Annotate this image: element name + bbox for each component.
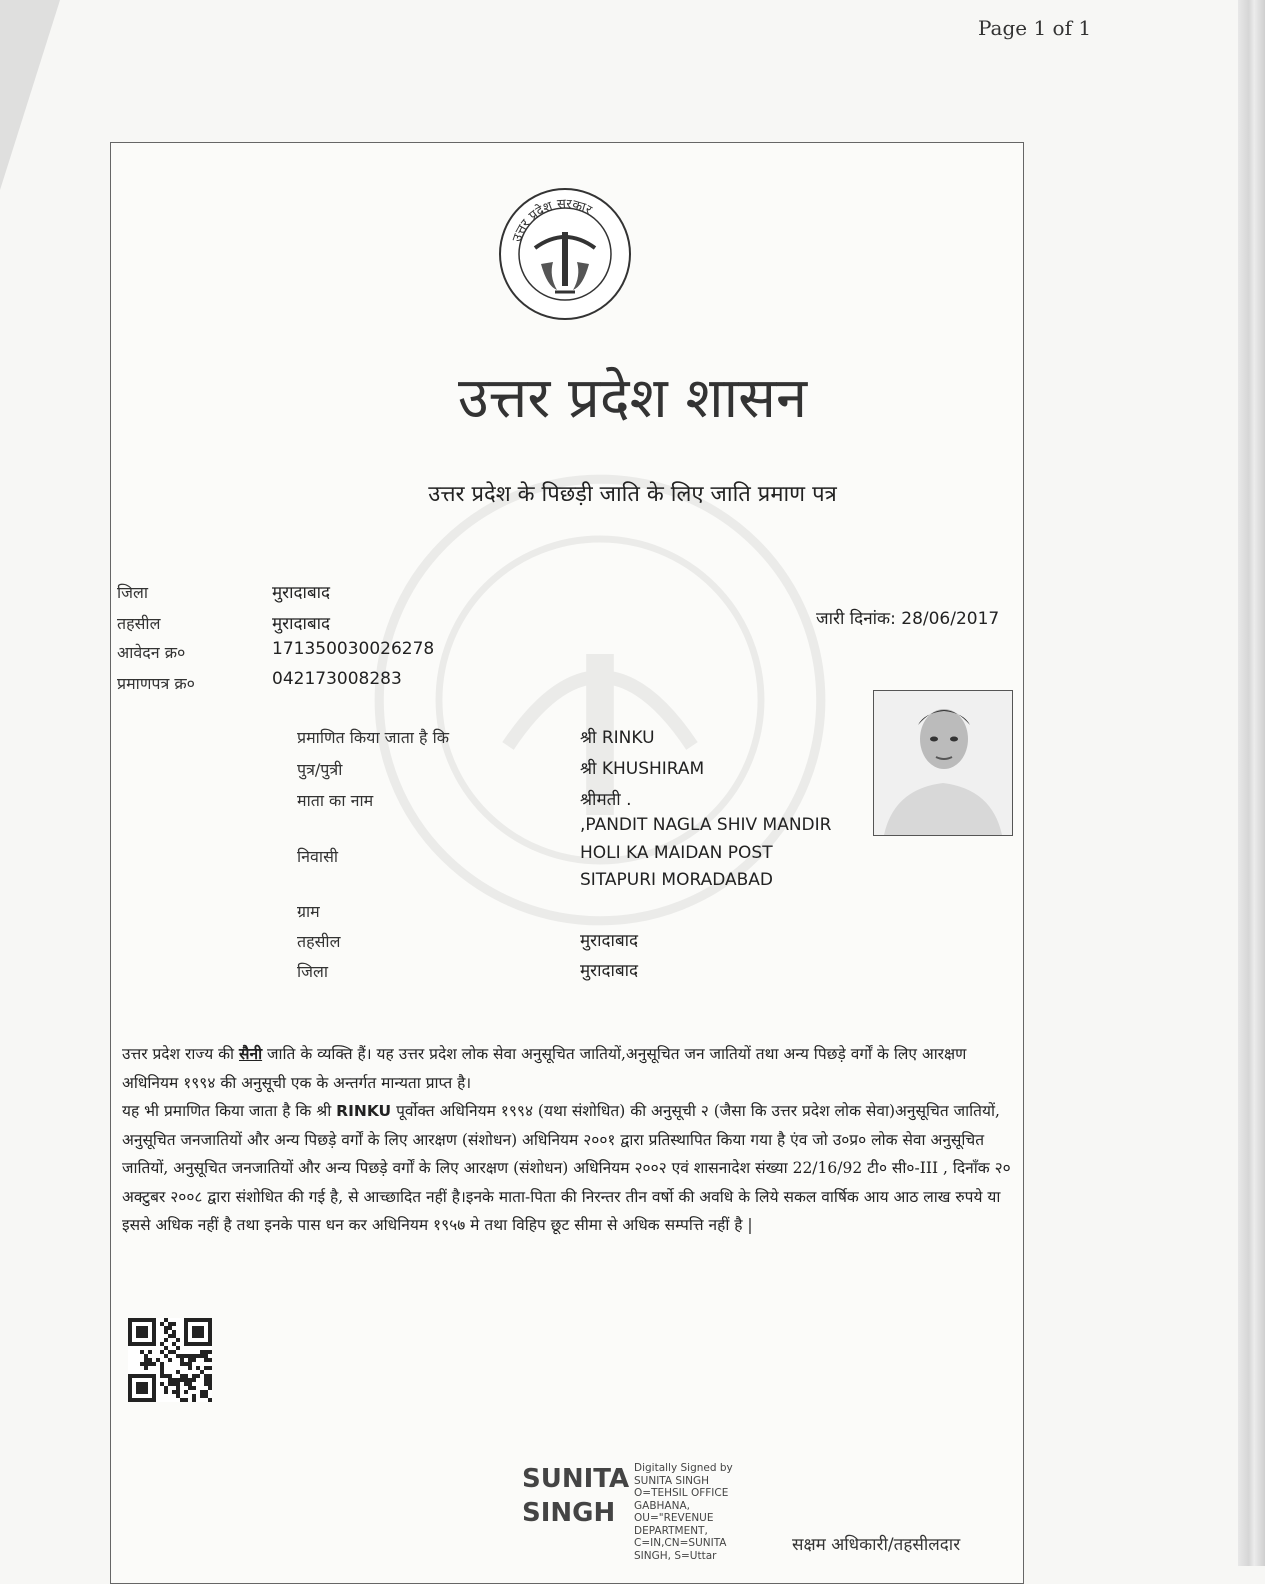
mother-name: श्रीमती . bbox=[580, 790, 632, 810]
issue-date-label: जारी दिनांक: bbox=[816, 609, 896, 629]
digital-signature-details bbox=[634, 1462, 754, 1562]
certificate-number-label: प्रमाणपत्र क्र० bbox=[117, 674, 195, 693]
parent-name: श्री KHUSHIRAM bbox=[580, 759, 705, 779]
certificate-title: उत्तर प्रदेश के पिछड़ी जाति के लिए जाति प्रमाण पत्र bbox=[428, 482, 837, 507]
person-district-label: जिला bbox=[297, 962, 329, 981]
signature-meta-line: SUNITA SINGH bbox=[634, 1474, 710, 1487]
signature-meta-line: SINGH, S=Uttar bbox=[634, 1549, 717, 1562]
resident-label: निवासी bbox=[297, 847, 339, 866]
up-government-emblem bbox=[497, 186, 633, 322]
parent-label: पुत्र/पुत्री bbox=[297, 760, 343, 779]
stacked-pages-edge bbox=[1238, 0, 1265, 1566]
certificate-body bbox=[122, 1040, 1020, 1240]
signer-name bbox=[522, 1462, 629, 1530]
application-number-label: आवेदन क्र० bbox=[117, 643, 186, 662]
signature-meta-line: Digitally Signed by bbox=[634, 1462, 733, 1474]
caste-name: सैनी bbox=[238, 1044, 263, 1063]
address-line-3: SITAPURI MORADABAD bbox=[580, 870, 774, 890]
signer-name-line-1: SUNITA bbox=[522, 1464, 630, 1494]
district-label: जिला bbox=[117, 583, 149, 602]
person-district-value: मुरादाबाद bbox=[580, 961, 639, 981]
signature-meta-line: O=TEHSIL OFFICE bbox=[634, 1487, 729, 1499]
issue-date-value: 28/06/2017 bbox=[901, 609, 1000, 629]
mother-label: माता का नाम bbox=[297, 791, 374, 810]
signature-meta-line: DEPARTMENT, bbox=[634, 1524, 708, 1537]
district-value: मुरादाबाद bbox=[272, 583, 331, 603]
person-tehsil-label: तहसील bbox=[297, 932, 341, 951]
body-certified-intro: यह भी प्रमाणित किया जाता है कि श्री bbox=[122, 1102, 337, 1120]
person-tehsil-value: मुरादाबाद bbox=[580, 931, 639, 951]
signature-meta-line: OU="REVENUE bbox=[634, 1512, 714, 1524]
tehsil-value: मुरादाबाद bbox=[272, 614, 331, 634]
government-title: उत्तर प्रदेश शासन bbox=[457, 366, 808, 431]
address-line-2: HOLI KA MAIDAN POST bbox=[580, 843, 773, 863]
page-indicator: Page 1 of 1 bbox=[978, 16, 1092, 40]
body-recognition: जाति के व्यक्ति हैं। यह उत्तर प्रदेश लोक सेवा अनुसूचित जातियों,अनुसूचित जन जातियों तथा अन्य पिछड़े वर्गों के लिए आरक्षण अधिनियम १९९४ की अनुसूची एक के अन्तर्गत मान्यता प्राप्त है। bbox=[122, 1045, 967, 1092]
signer-name-line-2: SINGH bbox=[522, 1498, 616, 1528]
tehsil-label: तहसील bbox=[117, 614, 161, 633]
body-creamy-layer-clause: पूर्वोक्त अधिनियम १९९४ (यथा संशोधित) की अनुसूची २ (जैसा कि उत्तर प्रदेश लोक सेवा)अनुसूचित जातियों, अनुसूचित जनजातियों और अन्य पिछड़े वर्गों के लिए आरक्षण (संशोधन) अधिनियम २००१ द्वारा प्रतिस्थापित किया गया है एंव जो उ०प्र० लोक सेवा अनुसूचित जातियों, अनुसूचित जनजातियों और अन्य पिछड़े वर्गों के लिए आरक्षण (संशोधन) अधिनियम २००२ एवं शासनादेश संख्या 22/16/92 टी० सी०-III , दिनाँक २० अक्टुबर २००८ द्वारा संशोधित की गई है, से आच्छादित नहीं है।इनके माता-पिता की निरन्तर तीन वर्षो की अवधि के लिये सकल वार्षिक आय आठ लाख रुपये या इससे अधिक नहीं है तथा इनके पास धन कर अधिनियम १९५७ मे तथा विहिप छूट सीमा से अधिक सम्पत्ति नहीं है | bbox=[122, 1102, 1011, 1234]
address-line-1: ,PANDIT NAGLA SHIV MANDIR bbox=[580, 815, 832, 835]
body-person-name: RINKU bbox=[336, 1102, 392, 1120]
page-corner-fold bbox=[0, 0, 60, 190]
signature-meta-line: C=IN,CN=SUNITA bbox=[634, 1537, 727, 1549]
body-intro: उत्तर प्रदेश राज्य की bbox=[122, 1045, 239, 1063]
applicant-photo bbox=[873, 690, 1013, 836]
issue-date-row bbox=[816, 606, 999, 629]
person-name: श्री RINKU bbox=[580, 728, 655, 748]
emblem-text: उत्तर प्रदेश सरकार bbox=[509, 196, 595, 244]
certificate-number-value: 042173008283 bbox=[272, 669, 402, 689]
qr-code bbox=[128, 1318, 212, 1402]
certified-label: प्रमाणित किया जाता है कि bbox=[297, 728, 450, 747]
competent-officer-label: सक्षम अधिकारी/तहसीलदार bbox=[792, 1535, 961, 1555]
signature-meta-line: GABHANA, bbox=[634, 1499, 690, 1512]
village-label: ग्राम bbox=[297, 902, 320, 921]
application-number-value: 171350030026278 bbox=[272, 639, 435, 659]
